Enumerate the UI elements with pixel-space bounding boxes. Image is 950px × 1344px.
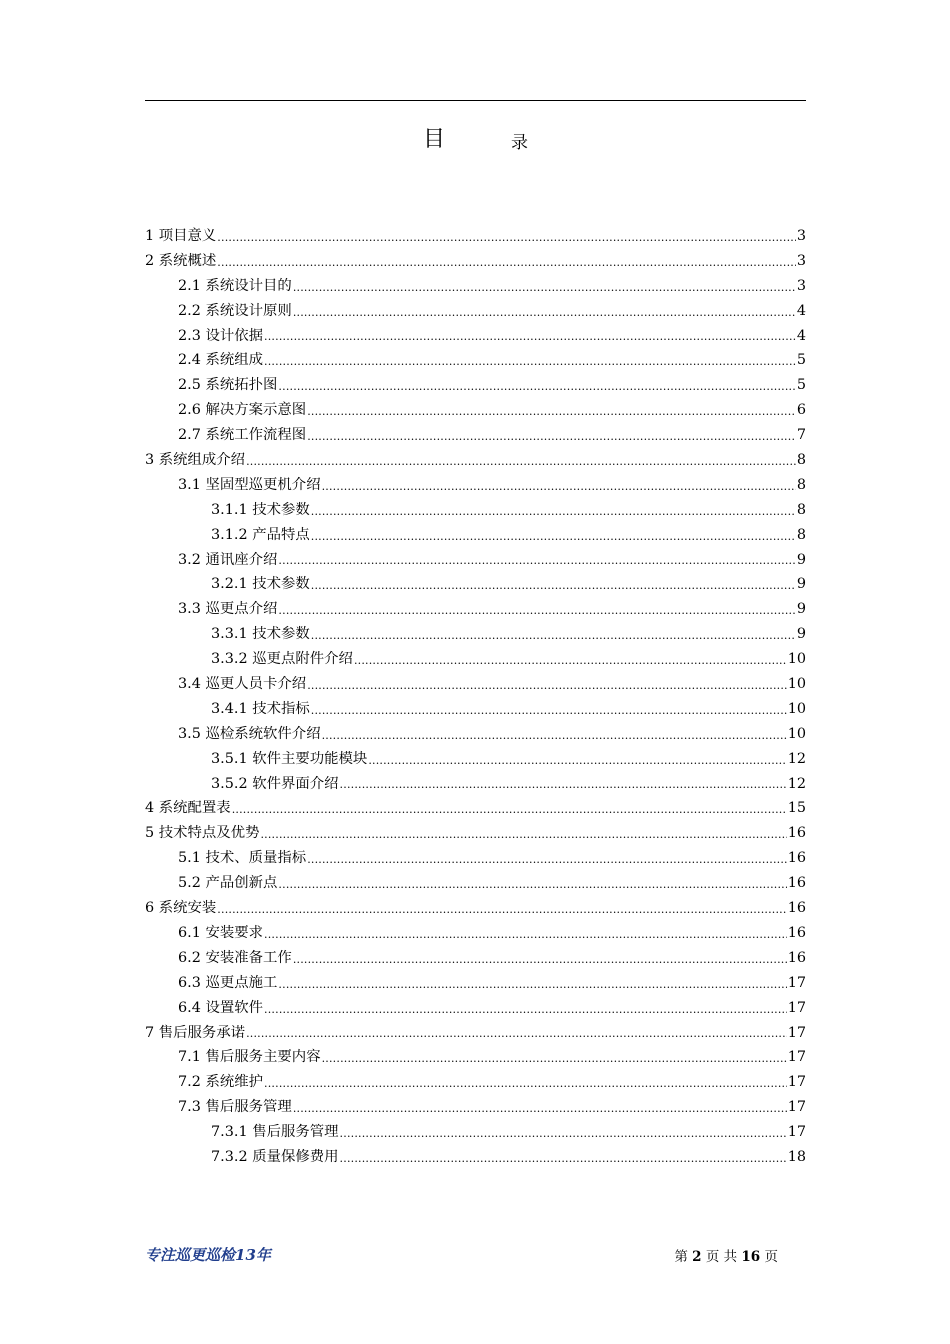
toc-entry[interactable] [145,846,806,871]
toc-entry[interactable] [145,1095,806,1120]
toc-entry[interactable] [145,1021,806,1046]
toc-entry[interactable] [145,548,806,573]
toc-entry-title: 3.3 巡更点介绍 [178,601,278,618]
toc-dot-leader [322,481,796,498]
toc-entry-page: 9 [796,551,806,568]
toc-entry[interactable] [145,1120,806,1145]
toc-entry[interactable] [145,921,806,946]
toc-entry[interactable] [145,299,806,324]
toc-entry-page: 7 [796,427,806,444]
footer-page-total: 16 [741,1249,761,1265]
toc-entry-title: 3.3.2 巡更点附件介绍 [211,651,353,668]
toc-entry-title: 2.1 系统设计目的 [178,277,292,294]
footer-page-suffix: 页 [764,1249,778,1265]
toc-entry-page: 18 [787,1148,806,1165]
toc-dot-leader [278,381,795,398]
toc-entry-page: 5 [796,352,806,369]
toc-dot-leader [307,431,796,448]
toc-entry-title: 3.5.1 软件主要功能模块 [211,750,368,767]
toc-entry[interactable] [145,772,806,797]
toc-entry-title: 3.5.2 软件界面介绍 [211,775,339,792]
toc-entry-page: 8 [796,501,806,518]
toc-entry-page: 15 [787,800,806,817]
footer-page-prefix: 第 [674,1249,688,1265]
toc-dot-leader [264,331,796,348]
toc-entry[interactable] [145,597,806,622]
toc-entry[interactable] [145,622,806,647]
toc-entry-title: 6.1 安装要求 [178,924,264,941]
toc-entry-title: 2.4 系统组成 [178,352,264,369]
toc-entry-page: 16 [787,850,806,867]
toc-entry-title: 3.1.1 技术参数 [211,501,310,518]
toc-entry[interactable] [145,946,806,971]
toc-entry-page: 3 [796,277,806,294]
toc-dot-leader [293,307,796,324]
toc-dot-leader [217,904,786,921]
toc-entry-page: 17 [787,1099,806,1116]
toc-entry-page: 8 [796,526,806,543]
toc-entry-page: 17 [787,1074,806,1091]
toc-dot-leader [322,730,787,747]
toc-entry-page: 6 [796,402,806,419]
toc-entry-page: 4 [796,302,806,319]
toc-dot-leader [246,1028,787,1045]
toc-entry-title: 3.5 巡检系统软件介绍 [178,725,321,742]
toc-dot-leader [311,630,796,647]
toc-dot-leader [307,854,786,871]
toc-entry-title: 7.2 系统维护 [178,1074,264,1091]
toc-entry-title: 6.2 安装准备工作 [178,949,292,966]
toc-entry-title: 6 系统安装 [145,900,217,917]
toc-entry-title: 6.3 巡更点施工 [178,974,278,991]
toc-entry[interactable] [145,896,806,921]
toc-entry-title: 3 系统组成介绍 [145,452,246,469]
toc-entry-title: 2.5 系统拓扑图 [178,377,278,394]
toc-dot-leader [278,555,795,572]
toc-dot-leader [307,406,796,423]
toc-dot-leader [311,531,796,548]
toc-entry-title: 7.3 售后服务管理 [178,1099,292,1116]
toc-dot-leader [340,1153,787,1170]
toc-heading-char-2: 录 [511,133,528,153]
toc-heading-char-1: 目 [423,127,446,152]
toc-entry-page: 9 [796,601,806,618]
toc-entry-page: 16 [787,924,806,941]
toc-entry[interactable] [145,473,806,498]
toc-entry-page: 12 [787,775,806,792]
toc-entry-title: 3.4 巡更人员卡介绍 [178,676,307,693]
footer-page-number [674,1245,778,1265]
toc-entry-page: 3 [796,252,806,269]
toc-entry-title: 4 系统配置表 [145,800,231,817]
toc-entry-page: 16 [787,900,806,917]
toc-dot-leader [322,1053,787,1070]
toc-entry-title: 2.6 解决方案示意图 [178,402,307,419]
toc-dot-leader [264,356,796,373]
toc-dot-leader [278,979,786,996]
toc-dot-leader [264,1004,787,1021]
toc-entry-title: 5 技术特点及优势 [145,825,260,842]
footer-slogan: 专注巡更巡检13年 [145,1246,271,1264]
toc-entry-title: 2.7 系统工作流程图 [178,427,307,444]
toc-entry-page: 5 [796,377,806,394]
toc-entry-page: 16 [787,825,806,842]
toc-dot-leader [311,506,796,523]
toc-dot-leader [260,829,786,846]
toc-entry[interactable] [145,423,806,448]
toc-dot-leader [354,655,787,672]
toc-dot-leader [311,580,796,597]
toc-entry[interactable] [145,871,806,896]
toc-entry-title: 3.2.1 技术参数 [211,576,310,593]
toc-entry-title: 7.3.1 售后服务管理 [211,1124,339,1141]
toc-entry-title: 3.4.1 技术指标 [211,700,310,717]
toc-entry-title: 7 售后服务承诺 [145,1024,246,1041]
toc-entry-page: 17 [787,1124,806,1141]
toc-entry[interactable] [145,697,806,722]
toc-entry-page: 16 [787,949,806,966]
toc-entry-page: 17 [787,974,806,991]
toc-dot-leader [232,804,787,821]
table-of-contents [145,224,806,1170]
toc-dot-leader [293,954,787,971]
toc-dot-leader [217,257,796,274]
toc-entry-page: 17 [787,1049,806,1066]
toc-entry[interactable] [145,647,806,672]
toc-entry-title: 1 项目意义 [145,228,217,244]
toc-entry-page: 16 [787,875,806,892]
toc-dot-leader [246,456,796,473]
toc-entry[interactable] [145,1145,806,1170]
toc-dot-leader [311,705,787,722]
toc-entry[interactable] [145,324,806,349]
footer-page-mid: 页 共 [705,1249,738,1265]
toc-dot-leader [278,605,795,622]
toc-entry[interactable] [145,821,806,846]
toc-entry[interactable] [145,1070,806,1095]
footer-page-current: 2 [692,1249,702,1265]
toc-dot-leader [217,232,796,249]
toc-entry[interactable] [145,1045,806,1070]
toc-entry-title: 3.1.2 产品特点 [211,526,310,543]
toc-entry-page: 12 [787,750,806,767]
toc-entry-title: 2 系统概述 [145,252,217,269]
toc-entry-title: 7.1 售后服务主要内容 [178,1049,321,1066]
toc-dot-leader [340,1128,787,1145]
toc-entry[interactable] [145,224,806,249]
toc-entry-page: 10 [787,651,806,668]
toc-entry[interactable] [145,373,806,398]
toc-entry-title: 2.2 系统设计原则 [178,302,292,319]
toc-entry-page: 17 [787,1024,806,1041]
toc-entry-page: 8 [796,476,806,493]
toc-entry[interactable] [145,722,806,747]
toc-entry-title: 3.1 坚固型巡更机介绍 [178,476,321,493]
toc-entry[interactable] [145,498,806,523]
toc-entry[interactable] [145,996,806,1021]
toc-dot-leader [340,779,787,796]
toc-entry-title: 5.1 技术、质量指标 [178,850,307,867]
toc-entry[interactable] [145,747,806,772]
toc-entry-title: 3.3.1 技术参数 [211,626,310,643]
toc-entry-title: 2.3 设计依据 [178,327,264,344]
toc-entry-title: 6.4 设置软件 [178,999,264,1016]
toc-entry[interactable] [145,672,806,697]
header-rule [145,100,806,101]
toc-entry[interactable] [145,572,806,597]
toc-dot-leader [264,929,787,946]
toc-dot-leader [293,282,796,299]
toc-entry[interactable] [145,348,806,373]
toc-dot-leader [293,1103,787,1120]
toc-entry[interactable] [145,249,806,274]
toc-dot-leader [264,1078,787,1095]
toc-dot-leader [278,879,786,896]
toc-entry-page: 10 [787,676,806,693]
toc-entry[interactable] [145,971,806,996]
toc-entry-page: 3 [796,228,806,244]
toc-entry-title: 7.3.2 质量保修费用 [211,1148,339,1165]
toc-entry-page: 10 [787,725,806,742]
toc-entry-page: 4 [796,327,806,344]
toc-entry-page: 9 [796,626,806,643]
toc-dot-leader [368,755,786,772]
toc-entry[interactable] [145,398,806,423]
toc-entry-title: 3.2 通讯座介绍 [178,551,278,568]
toc-entry-page: 8 [796,452,806,469]
toc-entry-page: 17 [787,999,806,1016]
toc-entry[interactable] [145,523,806,548]
toc-entry-page: 10 [787,700,806,717]
toc-entry[interactable] [145,796,806,821]
toc-entry[interactable] [145,274,806,299]
toc-entry[interactable] [145,448,806,473]
toc-heading [0,122,950,152]
toc-dot-leader [307,680,786,697]
toc-entry-title: 5.2 产品创新点 [178,875,278,892]
toc-entry-page: 9 [796,576,806,593]
